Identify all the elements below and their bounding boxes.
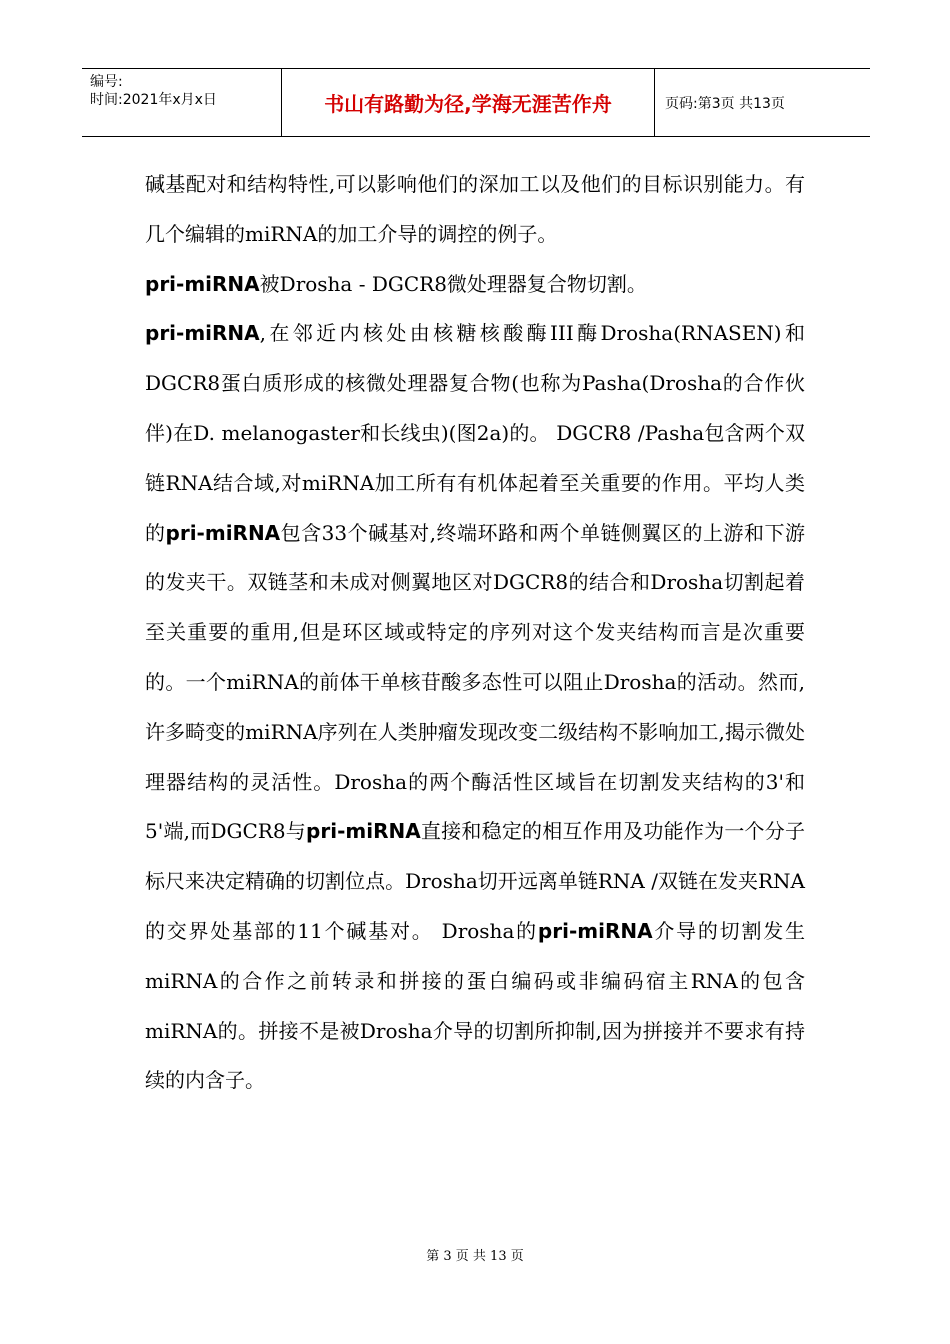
paragraph-1 <box>145 160 805 260</box>
term-pri-mirna: pri-miRNA <box>537 918 653 943</box>
paragraph-3-text-2: 包含33个碱基对,终端环路和两个单链侧翼区的上游和下游的发夹干。双链茎和未成对侧翼地区对DGCR8的结合和Drosha切割起着至关重要的重用,但是环区域或特定的序列对这个发夹结构而言是次重要的。一个miRNA的前体干单核苷酸多态性可以阻止Drosha的活动。然而,许多畸变的miRNA序列在人类肿瘤发现改变二级结构不影响加工,揭示微处理器结构的灵活性。Drosha的两个酶活性区域旨在切割发夹结构的3'和 5'端,而DGCR8与 <box>145 520 806 844</box>
page-footer <box>0 1245 950 1264</box>
paragraph-3-text-1: ,在邻近内核处由核糖核酸酶III酶Drosha(RNASEN)和DGCR8蛋白质形成的核微处理器复合物(也称为Pasha(Drosha的合作伙伴)在D. melanogaster和长线虫)(图2a)的。 DGCR8 /Pasha包含两个双链RNA结合域,对miRNA加工所有有机体起着至关重要的作用。平均人类的 <box>145 321 805 545</box>
paragraph-2 <box>145 260 805 310</box>
term-pri-mirna: pri-miRNA <box>306 819 421 844</box>
page-header <box>82 68 870 137</box>
page-info-text: 页码:第3页 共13页 <box>665 95 785 112</box>
term-pri-mirna: pri-miRNA <box>145 321 260 346</box>
paragraph-3-text-4: 介导的切割发生miRNA的合作之前转录和拼接的蛋白编码或非编码宿主RNA的包含miRNA的。拼接不是被Drosha介导的切割所抑制,因为拼接并不要求有持续的内含子。 <box>145 918 806 1093</box>
term-pri-mirna: pri-miRNA <box>145 271 260 296</box>
paragraph-2-text: 被Drosha - DGCR8微处理器复合物切割。 <box>259 271 647 296</box>
header-motto-cell <box>282 69 655 136</box>
paragraph-1-text: 碱基配对和结构特性,可以影响他们的深加工以及他们的目标识别能力。有几个编辑的miRNA的加工介导的调控的例子。 <box>145 172 805 246</box>
footer-page-number: 第 3 页 共 13 页 <box>426 1249 524 1264</box>
header-meta <box>82 69 282 136</box>
document-time-label: 时间:2021年x月x日 <box>90 92 217 108</box>
header-motto: 书山有路勤为径,学海无涯苦作舟 <box>324 92 612 116</box>
term-pri-mirna: pri-miRNA <box>165 520 281 545</box>
document-body <box>145 160 805 1106</box>
document-number-label: 编号: <box>90 74 123 90</box>
header-page-info <box>655 69 870 136</box>
paragraph-3 <box>145 309 805 1106</box>
paragraph-3-text-3: 直接和稳定的相互作用及功能作为一个分子标尺来决定精确的切割位点。Drosha切开远离单链RNA /双链在发夹RNA的交界处基部的11个碱基对。 Drosha的 <box>145 819 806 943</box>
